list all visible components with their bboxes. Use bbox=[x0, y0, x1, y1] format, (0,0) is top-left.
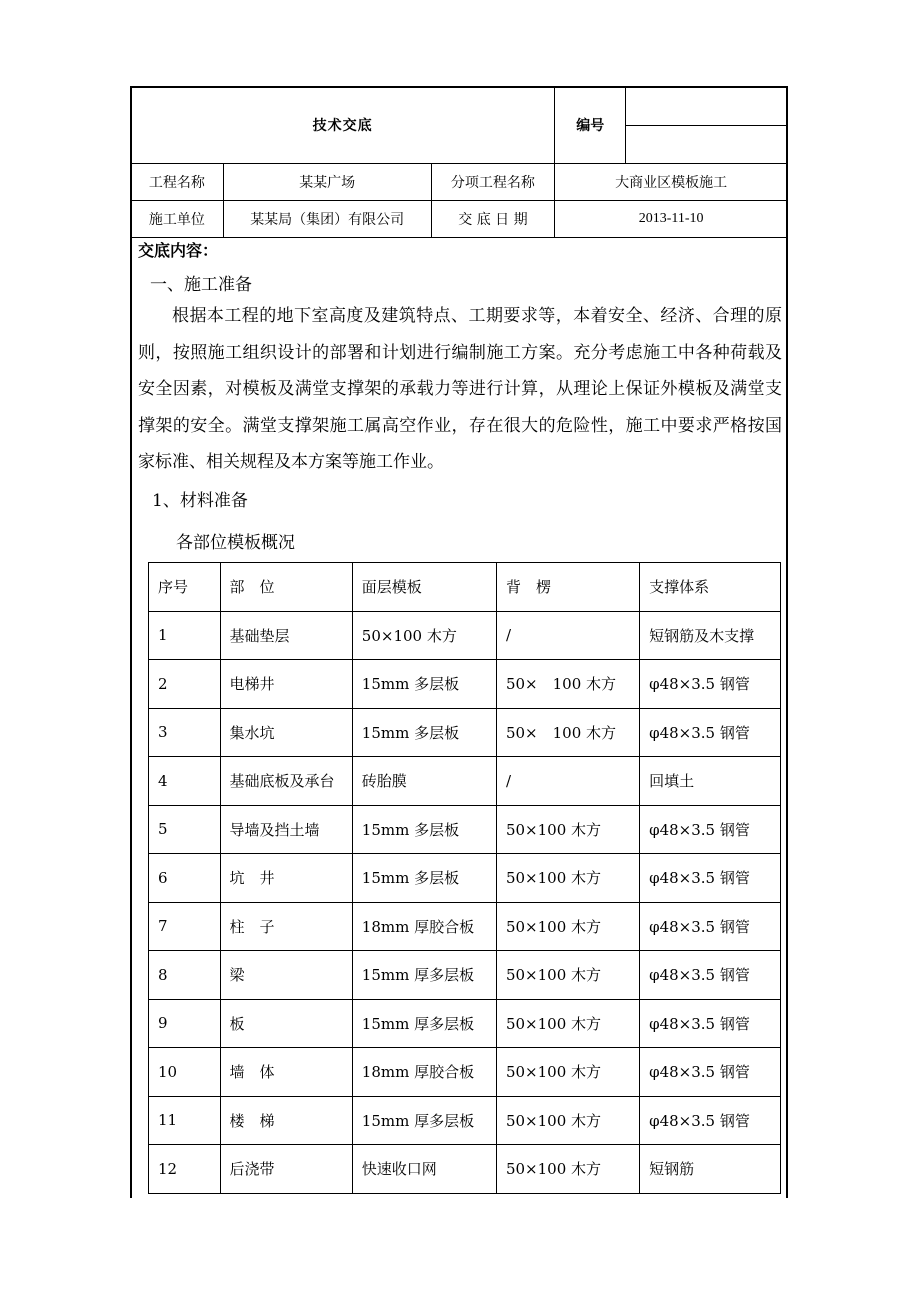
backing-cell: 50×100 木方 bbox=[496, 854, 639, 903]
column-header: 支撑体系 bbox=[640, 563, 781, 612]
column-header: 面层模板 bbox=[352, 563, 496, 612]
position-cell: 基础垫层 bbox=[220, 611, 352, 660]
support-system-cell: φ48×3.5 钢管 bbox=[640, 708, 781, 757]
table-row bbox=[149, 951, 781, 1000]
support-system-cell: φ48×3.5 钢管 bbox=[640, 1048, 781, 1097]
sub-project-value: 大商业区模板施工 bbox=[555, 164, 788, 201]
section-heading: 一、施工准备 bbox=[150, 275, 252, 295]
support-system-cell: φ48×3.5 钢管 bbox=[640, 854, 781, 903]
support-system-cell: φ48×3.5 钢管 bbox=[640, 902, 781, 951]
support-system-cell: 回填土 bbox=[640, 757, 781, 806]
backing-cell: 50×100 木方 bbox=[496, 805, 639, 854]
table-row bbox=[149, 999, 781, 1048]
support-system-cell: φ48×3.5 钢管 bbox=[640, 805, 781, 854]
row-number-cell: 10 bbox=[149, 1048, 221, 1097]
contractor-value: 某某局（集团）有限公司 bbox=[223, 201, 431, 238]
row-number-cell: 2 bbox=[149, 660, 221, 709]
support-system-cell: φ48×3.5 钢管 bbox=[640, 1096, 781, 1145]
project-name-value: 某某广场 bbox=[223, 164, 431, 201]
position-cell: 导墙及挡土墙 bbox=[220, 805, 352, 854]
content-label: 交底内容： bbox=[138, 241, 219, 260]
table-row bbox=[149, 611, 781, 660]
backing-cell: 50× 100 木方 bbox=[496, 660, 639, 709]
backing-cell: 50× 100 木方 bbox=[496, 708, 639, 757]
column-header: 序号 bbox=[149, 563, 221, 612]
support-system-cell: φ48×3.5 钢管 bbox=[640, 951, 781, 1000]
table-row bbox=[149, 854, 781, 903]
position-cell: 坑 井 bbox=[220, 854, 352, 903]
serial-label: 编号 bbox=[555, 87, 626, 164]
row-number-cell: 1 bbox=[149, 611, 221, 660]
serial-value-cell bbox=[626, 87, 788, 164]
table-row bbox=[149, 1048, 781, 1097]
column-header: 背 楞 bbox=[496, 563, 639, 612]
row-number-cell: 11 bbox=[149, 1096, 221, 1145]
serial-value-blank bbox=[626, 126, 787, 163]
row-number-cell: 7 bbox=[149, 902, 221, 951]
row-number-cell: 3 bbox=[149, 708, 221, 757]
backing-cell: 50×100 木方 bbox=[496, 951, 639, 1000]
position-cell: 电梯井 bbox=[220, 660, 352, 709]
row-number-cell: 4 bbox=[149, 757, 221, 806]
support-system-cell: φ48×3.5 钢管 bbox=[640, 660, 781, 709]
position-cell: 集水坑 bbox=[220, 708, 352, 757]
surface-formwork-cell: 快速收口网 bbox=[352, 1145, 496, 1194]
contractor-label: 施工单位 bbox=[131, 201, 224, 238]
position-cell: 墙 体 bbox=[220, 1048, 352, 1097]
backing-cell: 50×100 木方 bbox=[496, 999, 639, 1048]
table-row bbox=[149, 805, 781, 854]
date-label: 交 底 日 期 bbox=[431, 201, 555, 238]
row-number-cell: 12 bbox=[149, 1145, 221, 1194]
table-row bbox=[149, 1096, 781, 1145]
row-number-cell: 9 bbox=[149, 999, 221, 1048]
surface-formwork-cell: 砖胎膜 bbox=[352, 757, 496, 806]
surface-formwork-cell: 18mm 厚胶合板 bbox=[352, 1048, 496, 1097]
table-row bbox=[149, 1145, 781, 1194]
row-number-cell: 5 bbox=[149, 805, 221, 854]
surface-formwork-cell: 15mm 多层板 bbox=[352, 708, 496, 757]
position-cell: 基础底板及承台 bbox=[220, 757, 352, 806]
row-number-cell: 8 bbox=[149, 951, 221, 1000]
table-row bbox=[149, 757, 781, 806]
project-name-label: 工程名称 bbox=[131, 164, 224, 201]
surface-formwork-cell: 15mm 厚多层板 bbox=[352, 1096, 496, 1145]
row-number-cell: 6 bbox=[149, 854, 221, 903]
backing-cell: 50×100 木方 bbox=[496, 902, 639, 951]
date-value: 2013-11-10 bbox=[555, 201, 788, 238]
surface-formwork-cell: 18mm 厚胶合板 bbox=[352, 902, 496, 951]
page-title: 技术交底 bbox=[131, 87, 555, 164]
surface-formwork-cell: 50×100 木方 bbox=[352, 611, 496, 660]
table-header-row bbox=[149, 563, 781, 612]
surface-formwork-cell: 15mm 厚多层板 bbox=[352, 951, 496, 1000]
sub-project-label: 分项工程名称 bbox=[431, 164, 555, 201]
surface-formwork-cell: 15mm 多层板 bbox=[352, 805, 496, 854]
backing-cell: / bbox=[496, 611, 639, 660]
support-system-cell: 短钢筋 bbox=[640, 1145, 781, 1194]
table-caption: 各部位模板概况 bbox=[176, 533, 295, 553]
table-row bbox=[149, 902, 781, 951]
surface-formwork-cell: 15mm 多层板 bbox=[352, 660, 496, 709]
column-header: 部 位 bbox=[220, 563, 352, 612]
backing-cell: 50×100 木方 bbox=[496, 1048, 639, 1097]
position-cell: 柱 子 bbox=[220, 902, 352, 951]
section-paragraph: 根据本工程的地下室高度及建筑特点、工期要求等，本着安全、经济、合理的原则，按照施工组织设计的部署和计划进行编制施工方案。充分考虑施工中各种荷载及安全因素，对模板及满堂支撑架的承载力等进行计算，从理论上保证外模板及满堂支撑架的安全。满堂支撑架施工属高空作业，存在很大的危险性，施工中要求严格按国家标准、相关规程及本方案等施工作业。 bbox=[138, 306, 782, 472]
materials-table bbox=[148, 562, 781, 1194]
table-row bbox=[149, 708, 781, 757]
header-table bbox=[130, 86, 788, 238]
position-cell: 后浇带 bbox=[220, 1145, 352, 1194]
table-row bbox=[149, 660, 781, 709]
support-system-cell: 短钢筋及木支撑 bbox=[640, 611, 781, 660]
serial-value bbox=[626, 87, 787, 126]
position-cell: 梁 bbox=[220, 951, 352, 1000]
position-cell: 楼 梯 bbox=[220, 1096, 352, 1145]
support-system-cell: φ48×3.5 钢管 bbox=[640, 999, 781, 1048]
backing-cell: / bbox=[496, 757, 639, 806]
surface-formwork-cell: 15mm 多层板 bbox=[352, 854, 496, 903]
subsection-heading: 1、材料准备 bbox=[152, 491, 248, 511]
backing-cell: 50×100 木方 bbox=[496, 1145, 639, 1194]
position-cell: 板 bbox=[220, 999, 352, 1048]
surface-formwork-cell: 15mm 厚多层板 bbox=[352, 999, 496, 1048]
backing-cell: 50×100 木方 bbox=[496, 1096, 639, 1145]
